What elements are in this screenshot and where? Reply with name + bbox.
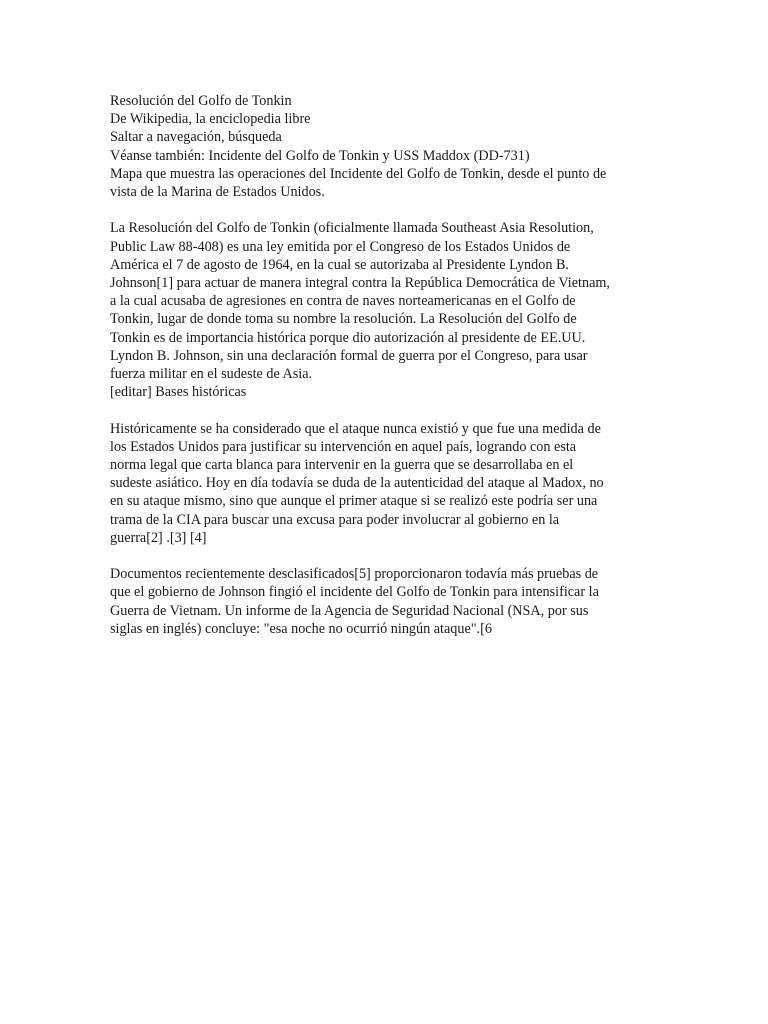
section-heading: [editar] Bases históricas — [110, 384, 247, 401]
paragraph-line: La Resolución del Golfo de Tonkin (oficialmente llamada Southeast Asia Resolution, — [110, 220, 594, 237]
paragraph-line: sudeste asiático. Hoy en día todavía se duda de la autenticidad del ataque al Madox, no — [110, 475, 604, 492]
paragraph-gap — [110, 201, 662, 219]
paragraph-line: Lyndon B. Johnson, sin una declaración formal de guerra por el Congreso, para usar — [110, 347, 588, 364]
paragraph-gap — [110, 401, 662, 419]
paragraph-line: Guerra de Vietnam. Un informe de la Agencia de Seguridad Nacional (NSA, por sus — [110, 602, 589, 619]
paragraph-line: los Estados Unidos para justificar su intervención en aquel país, logrando con esta — [110, 438, 577, 455]
paragraph-line: que el gobierno de Johnson fingió el incidente del Golfo de Tonkin para intensificar la — [110, 584, 599, 601]
paragraph-line: Tonkin, lugar de donde toma su nombre la resolución. La Resolución del Golfo de — [110, 311, 577, 328]
paragraph-line: América el 7 de agosto de 1964, en la cual se autorizaba al Presidente Lyndon B. — [110, 256, 569, 273]
article-title: Resolución del Golfo de Tonkin — [110, 93, 292, 109]
paragraph-line: en su ataque mismo, sino que aunque el primer ataque si se realizó este podría ser una — [110, 493, 598, 510]
paragraph-line: fuerza militar en el sudeste de Asia. — [110, 366, 313, 383]
navigation-line: Saltar a navegación, búsqueda — [110, 129, 282, 146]
document-body — [110, 92, 662, 638]
paragraph-line: Tonkin es de importancia histórica porque dio autorización al presidente de EE.UU. — [110, 329, 586, 346]
paragraph-line: Johnson[1] para actuar de manera integral contra la República Democrática de Vietnam, — [110, 275, 610, 292]
paragraph-line: Public Law 88-408) es una ley emitida por el Congreso de los Estados Unidos de — [110, 238, 571, 255]
paragraph-line: guerra[2] .[3] [4] — [110, 529, 207, 546]
see-also-line: Véanse también: Incidente del Golfo de Tonkin y USS Maddox (DD-731) — [110, 147, 530, 164]
intro-paragraph — [110, 219, 662, 401]
source-line: De Wikipedia, la enciclopedia libre — [110, 111, 311, 128]
paragraph-line: siglas en inglés) concluye: "esa noche no ocurrió ningún ataque".[6 — [110, 620, 492, 637]
documents-paragraph — [110, 565, 662, 638]
paragraph-line: norma legal que carta blanca para intervenir en la guerra que se desarrollaba en el — [110, 457, 574, 474]
historical-paragraph — [110, 420, 662, 547]
paragraph-line: trama de la CIA para buscar una excusa para poder involucrar al gobierno en la — [110, 511, 560, 528]
map-caption-line: Mapa que muestra las operaciones del Incidente del Golfo de Tonkin, desde el punto de — [110, 165, 607, 182]
paragraph-gap — [110, 547, 662, 565]
paragraph-line: Documentos recientemente desclasificados[5] proporcionaron todavía más pruebas de — [110, 566, 599, 583]
map-caption-line: vista de la Marina de Estados Unidos. — [110, 184, 325, 201]
header-block — [110, 92, 662, 201]
paragraph-line: Históricamente se ha considerado que el ataque nunca existió y que fue una medida de — [110, 420, 601, 437]
paragraph-line: a la cual acusaba de agresiones en contra de naves norteamericanas en el Golfo de — [110, 293, 576, 310]
